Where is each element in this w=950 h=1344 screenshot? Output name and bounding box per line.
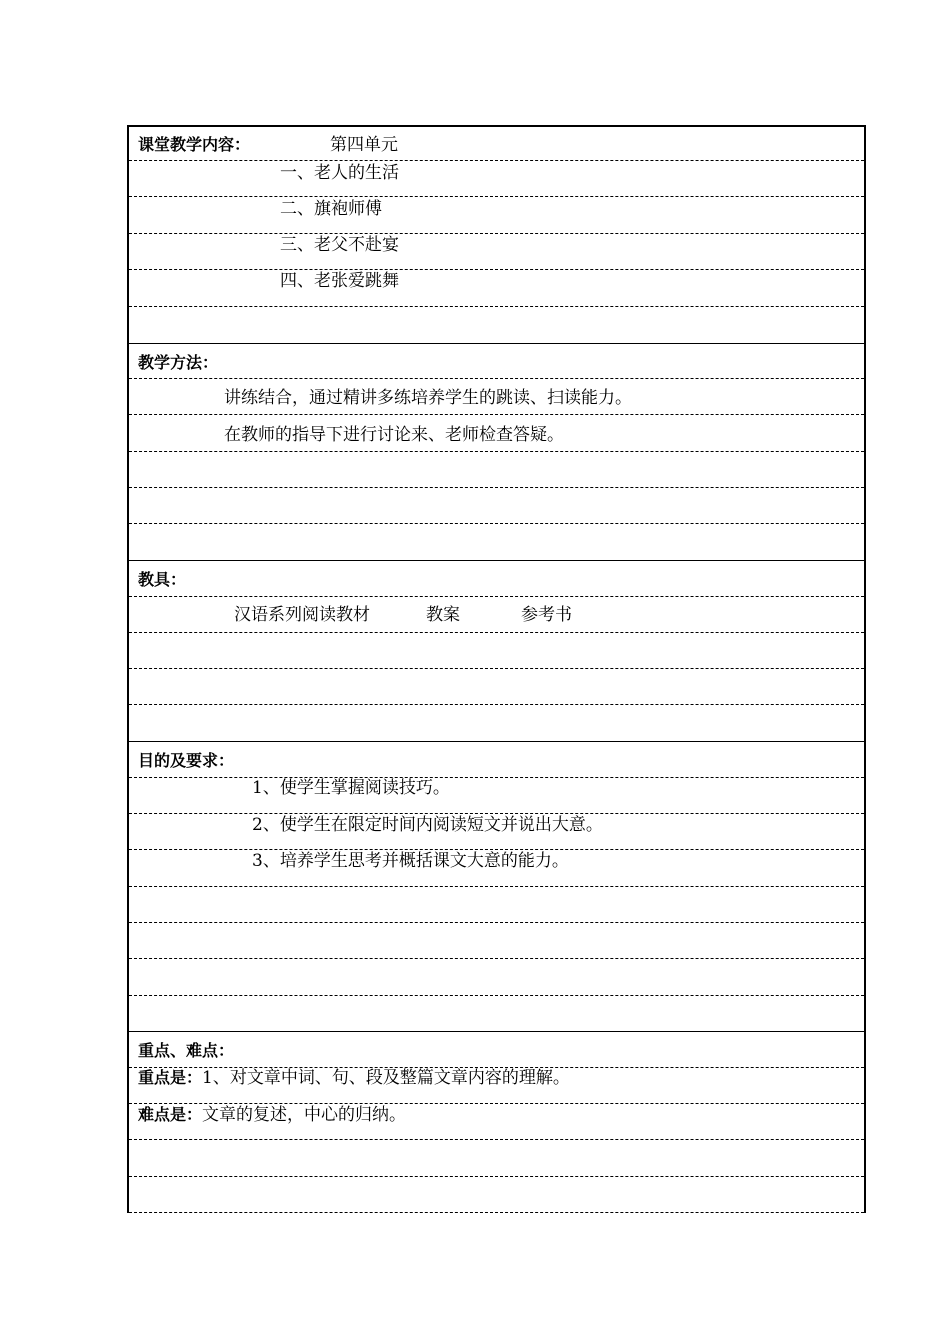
ruled-line	[129, 777, 864, 778]
ruled-line	[129, 1103, 864, 1104]
ruled-line	[129, 596, 864, 597]
key-point-text: 1、对文章中词、句、段及整篇文章内容的理解。	[202, 1068, 570, 1088]
method-line: 讲练结合，通过精讲多练培养学生的跳读、扫读能力。	[224, 388, 632, 408]
ruled-line	[129, 1212, 864, 1213]
unit-title: 第四单元	[330, 135, 398, 155]
content-item: 三、老父不赴宴	[280, 235, 399, 255]
content-item: 四、老张爱跳舞	[280, 271, 399, 291]
content-label: 课堂教学内容：	[138, 135, 251, 154]
goals-label: 目的及要求：	[138, 751, 235, 770]
tools-item: 教案	[426, 605, 460, 625]
ruled-line	[129, 1176, 864, 1177]
ruled-line	[129, 668, 864, 669]
section-divider	[129, 560, 864, 561]
ruled-line	[129, 523, 864, 524]
method-line: 在教师的指导下进行讨论来、老师检查答疑。	[224, 425, 564, 445]
difficult-point	[138, 1105, 406, 1125]
ruled-line	[129, 886, 864, 887]
ruled-line	[129, 922, 864, 923]
ruled-line	[129, 451, 864, 452]
difficult-point-label: 难点是：	[138, 1105, 203, 1124]
lesson-plan-form	[127, 125, 866, 1213]
ruled-line	[129, 414, 864, 415]
section-divider	[129, 741, 864, 742]
ruled-line	[129, 704, 864, 705]
goals-line: 2、使学生在限定时间内阅读短文并说出大意。	[252, 815, 603, 835]
ruled-line	[129, 813, 864, 814]
ruled-line	[129, 632, 864, 633]
ruled-line	[129, 958, 864, 959]
difficult-point-text: 文章的复述，中心的归纳。	[202, 1105, 407, 1125]
key-point	[138, 1068, 570, 1088]
ruled-line	[129, 269, 864, 270]
ruled-line	[129, 995, 864, 996]
tools-label: 教具：	[138, 570, 187, 589]
ruled-line	[129, 233, 864, 234]
content-item: 二、旗袍师傅	[280, 199, 382, 219]
ruled-line	[129, 196, 864, 197]
method-label: 教学方法：	[138, 353, 219, 372]
content-item: 一、老人的生活	[280, 163, 399, 183]
goals-line: 3、培养学生思考并概括课文大意的能力。	[252, 851, 569, 871]
section-divider	[129, 343, 864, 344]
tools-item: 汉语系列阅读教材	[234, 605, 370, 625]
ruled-line	[129, 849, 864, 850]
ruled-line	[129, 306, 864, 307]
goals-line: 1、使学生掌握阅读技巧。	[252, 778, 450, 798]
key-point-label: 重点是：	[138, 1068, 203, 1087]
section-divider	[129, 1031, 864, 1032]
ruled-line	[129, 378, 864, 379]
ruled-line	[129, 1139, 864, 1140]
tools-item: 参考书	[521, 605, 572, 625]
ruled-line	[129, 487, 864, 488]
ruled-line	[129, 160, 864, 161]
key-label: 重点、难点：	[138, 1041, 235, 1060]
